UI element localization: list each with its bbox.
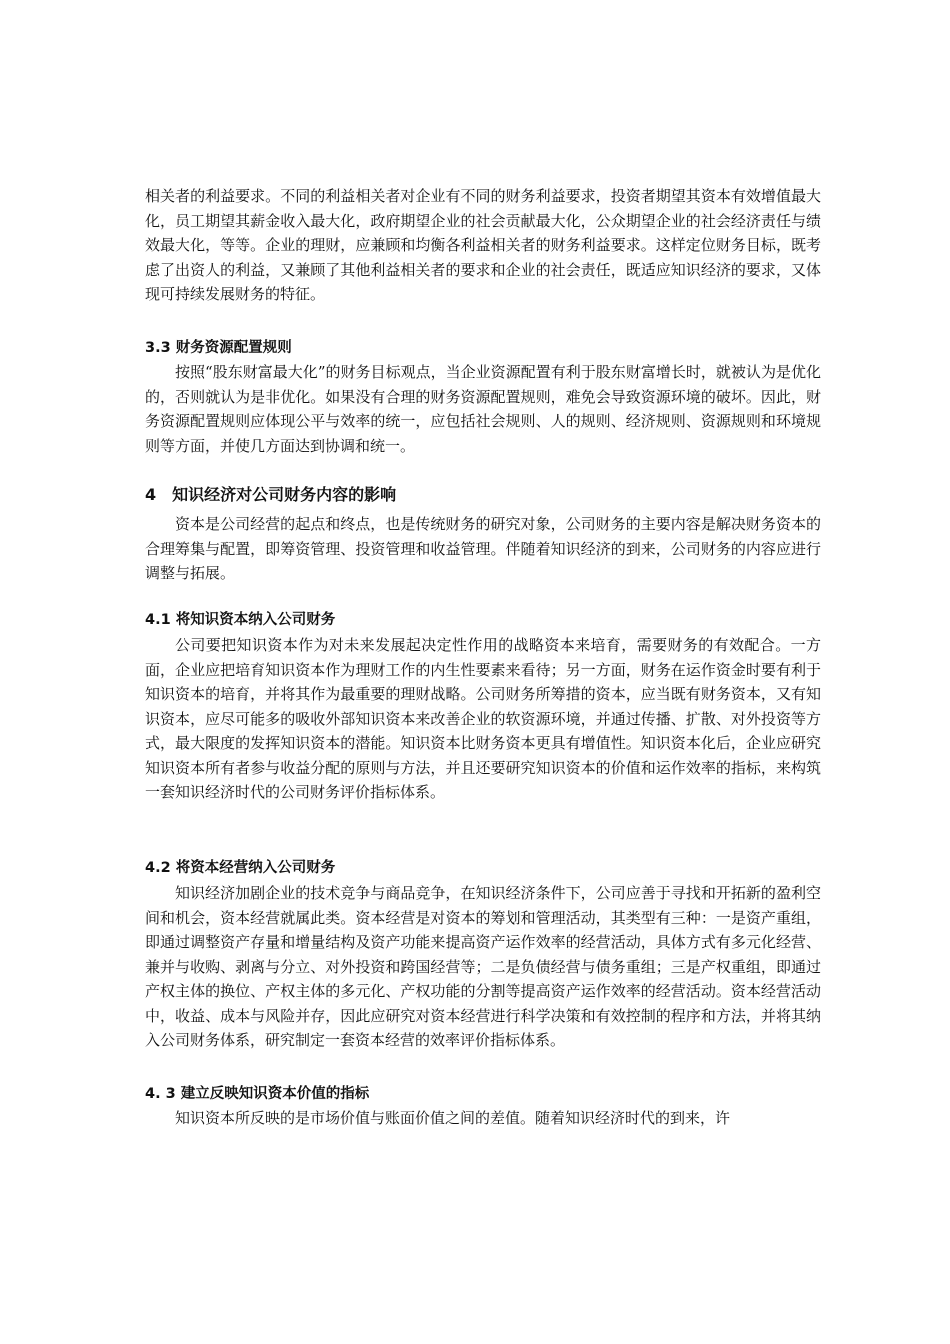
heading-4: 4 知识经济对公司财务内容的影响 xyxy=(145,485,397,504)
paragraph-4-1: 公司要把知识资本作为对未来发展起决定性作用的战略资本来培育，需要财务的有效配合。一方面，企业应把培育知识资本作为理财工作的内生性要素来看待；另一方面，财务在运作资金时要有利于知识资本的培育，并将其作为最重要的理财战略。公司财务所筹措的资本，应当既有财务资本，又有知识资本，应尽可能多的吸收外部知识资本来改善企业的软资源环境，并通过传播、扩散、对外投资等方式，最大限度的发挥知识资本的潜能。知识资本比财务资本更具有增值性。知识资本化后，企业应研究知识资本所有者参与收益分配的原则与方法，并且还要研究知识资本的价值和运作效率的指标，来构筑一套知识经济时代的公司财务评价指标体系。 xyxy=(145,636,821,801)
paragraph-3-3: 按照“股东财富最大化”的财务目标观点，当企业资源配置有利于股东财富增长时，就被认为是优化的，否则就认为是非优化。如果没有合理的财务资源配置规则，难免会导致资源环境的破坏。因此，财务资源配置规则应体现公平与效率的统一，应包括社会规则、人的规则、经济规则、资源规则和环境规则等方面，并使几方面达到协调和统一。 xyxy=(145,363,821,455)
paragraph-intro: 相关者的利益要求。不同的利益相关者对企业有不同的财务利益要求，投资者期望其资本有效增值最大化，员工期望其薪金收入最大化，政府期望企业的社会贡献最大化，公众期望企业的社会经济责任与绩效最大化，等等。企业的理财，应兼顾和均衡各利益相关者的财务利益要求。这样定位财务目标，既考虑了出资人的利益，又兼顾了其他利益相关者的要求和企业的社会责任，既适应知识经济的要求，又体现可持续发展财务的特征。 xyxy=(145,187,821,303)
paragraph-4-3: 知识资本所反映的是市场价值与账面价值之间的差值。随着知识经济时代的到来，许 xyxy=(175,1109,731,1127)
paragraph-4-2: 知识经济加剧企业的技术竞争与商品竞争，在知识经济条件下，公司应善于寻找和开拓新的盈利空间和机会，资本经营就属此类。资本经营是对资本的筹划和管理活动，其类型有三种：一是资产重组，即通过调整资产存量和增量结构及资产功能来提高资产运作效率的经营活动，具体方式有多元化经营、兼并与收购、剥离与分立、对外投资和跨国经营等；二是负债经营与债务重组；三是产权重组，即通过产权主体的换位、产权主体的多元化、产权功能的分割等提高资产运作效率的经营活动。资本经营活动中，收益、成本与风险并存，因此应研究对资本经营进行科学决策和有效控制的程序和方法，并将其纳入公司财务体系，研究制定一套资本经营的效率评价指标体系。 xyxy=(145,884,821,1049)
heading-4-1: 4.1 将知识资本纳入公司财务 xyxy=(145,612,336,628)
heading-4-3: 4. 3 建立反映知识资本价值的指标 xyxy=(145,1086,370,1102)
paragraph-4: 资本是公司经营的起点和终点，也是传统财务的研究对象，公司财务的主要内容是解决财务资本的合理筹集与配置，即筹资管理、投资管理和收益管理。伴随着知识经济的到来，公司财务的内容应进行调整与拓展。 xyxy=(145,515,821,582)
heading-4-2: 4.2 将资本经营纳入公司财务 xyxy=(145,860,336,876)
heading-3-3: 3.3 财务资源配置规则 xyxy=(145,340,292,356)
